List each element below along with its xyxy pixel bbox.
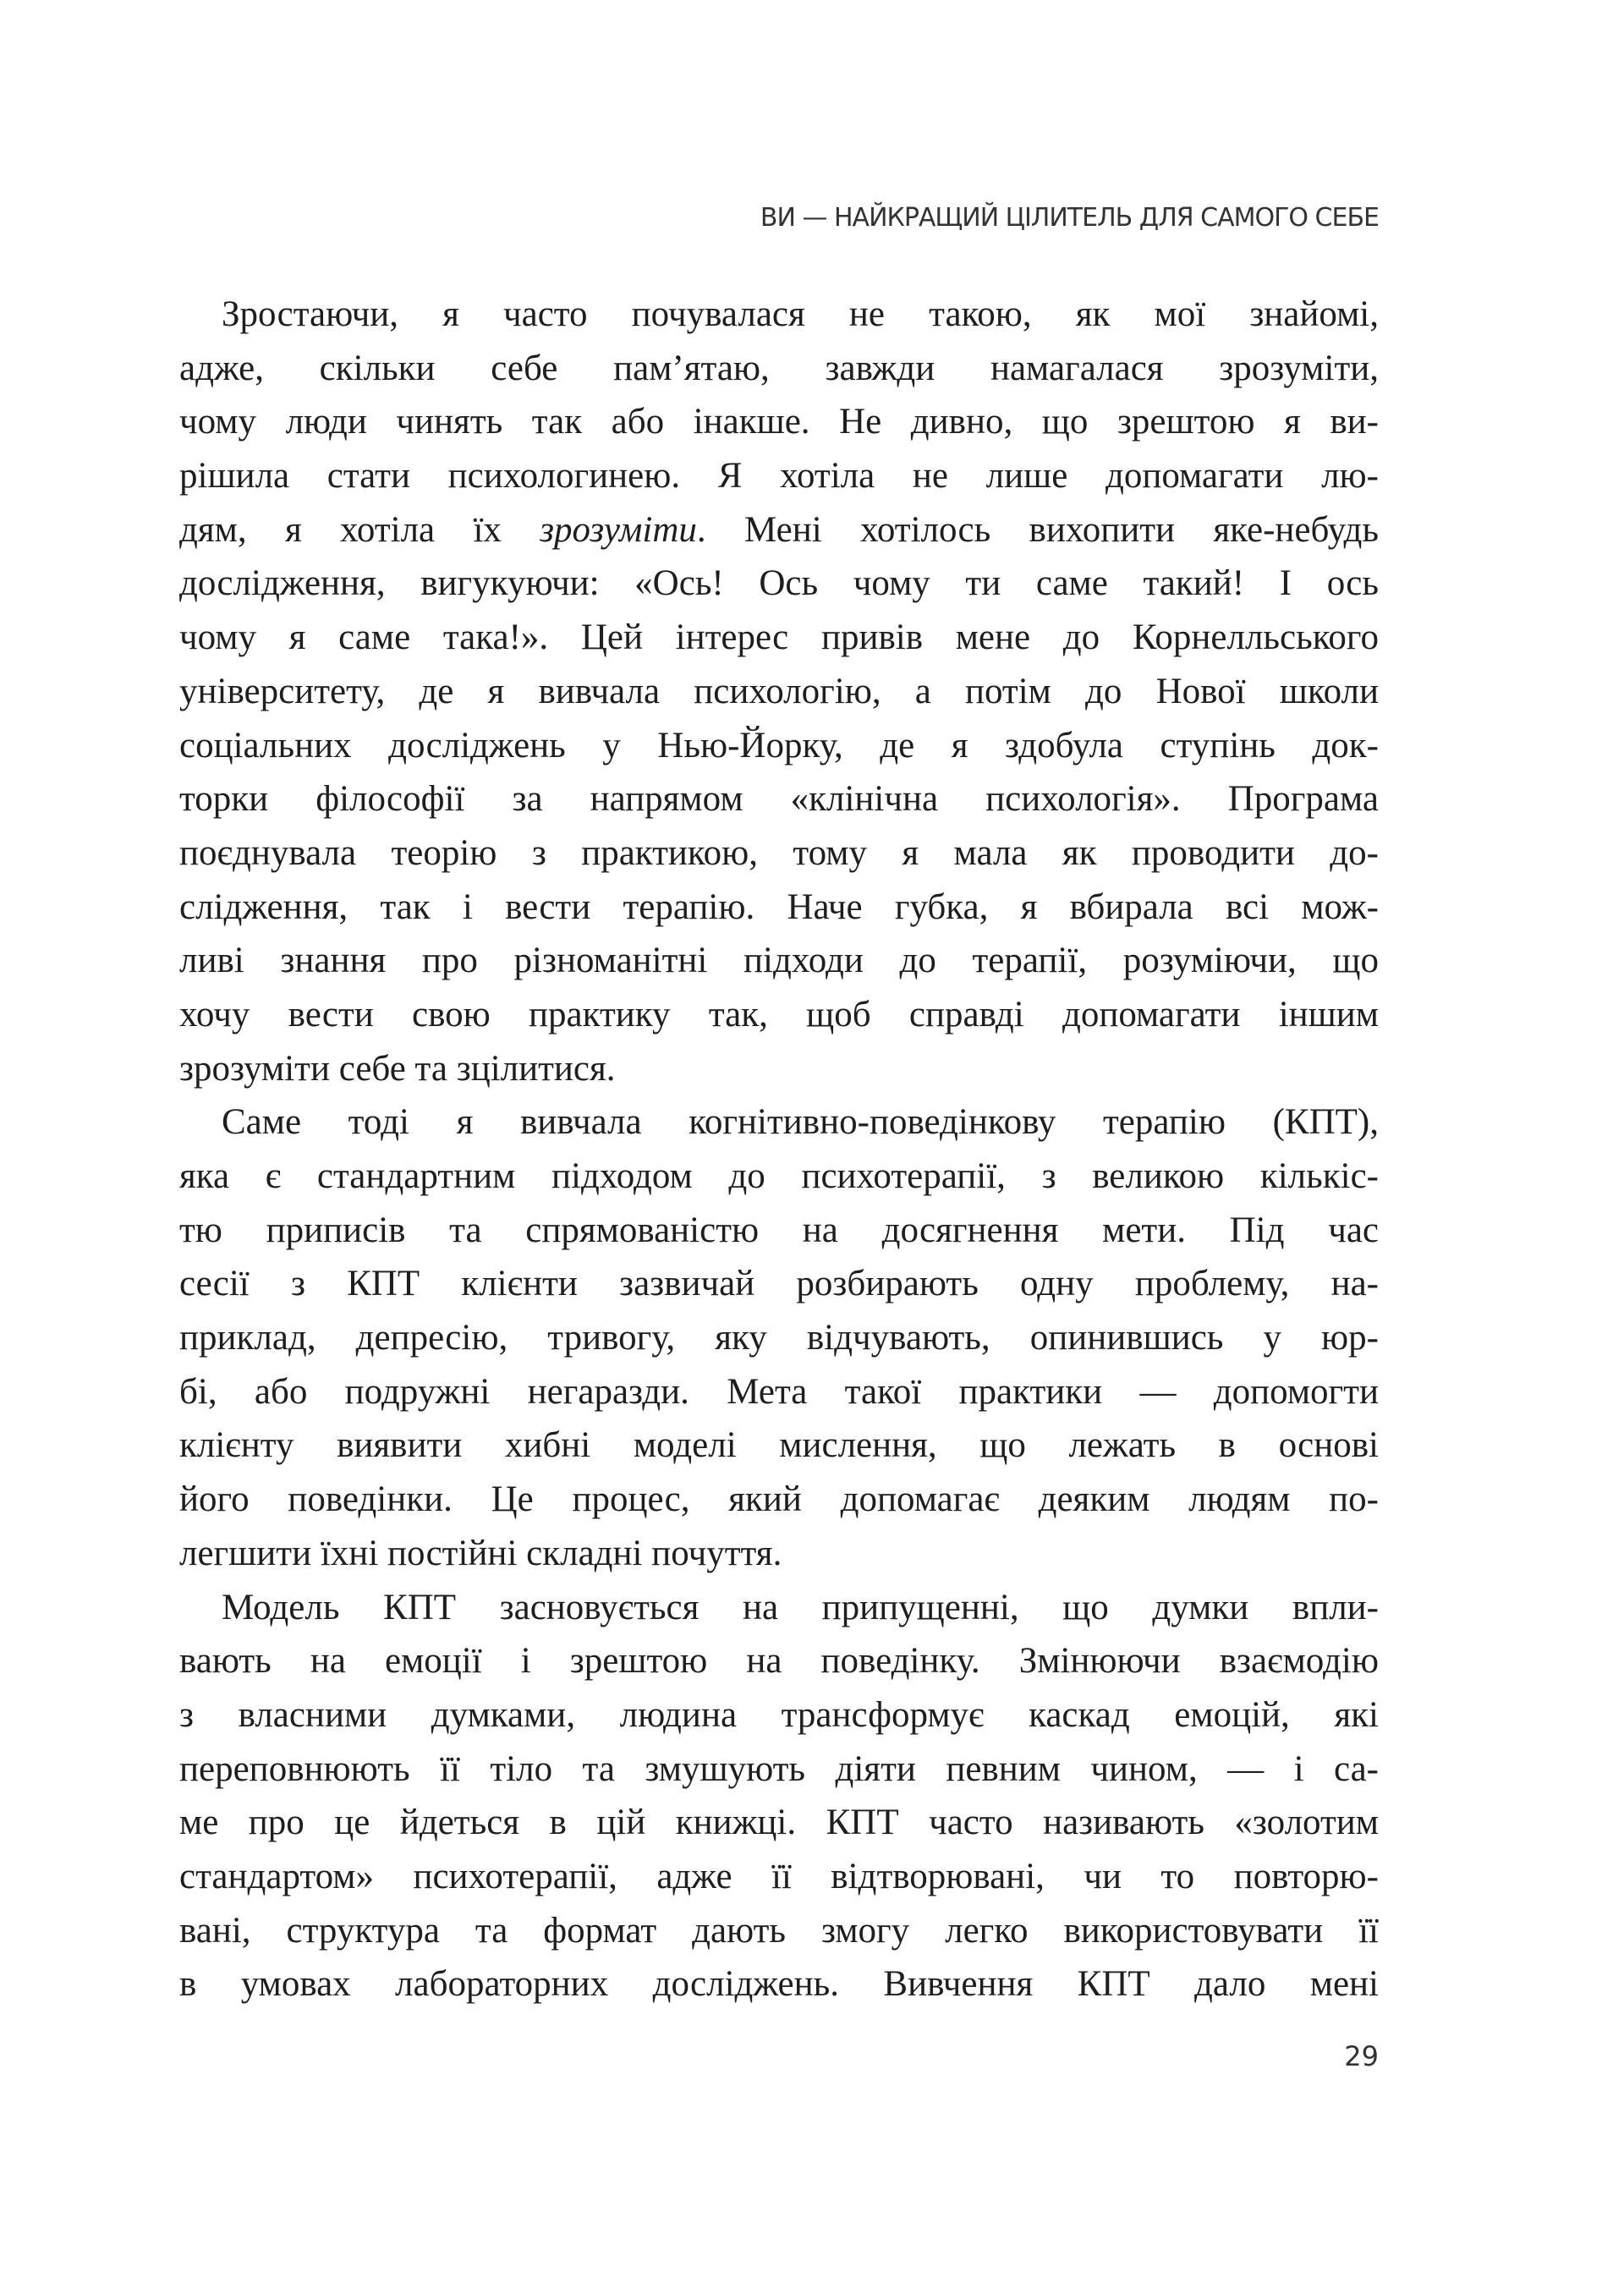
text-line: Зростаючи, я часто почувалася не такою, як мої знайомі,: [222, 294, 1379, 334]
text-line: ме про це йдеться в цій книжці. КПТ часто називають «золотим: [179, 1803, 1379, 1843]
text-line: соціальних досліджень у Нью-Йорку, де я здобула ступінь док-: [179, 725, 1379, 766]
text-line: слідження, так і вести терапію. Наче губка, я вбирала всі мож-: [179, 886, 1379, 927]
paragraph-2: [179, 1095, 1379, 1580]
text-line: його поведінки. Це процес, який допомагає деяким людям по-: [179, 1479, 1379, 1520]
text-line: Модель КПТ засновується на припущенні, що думки впли-: [222, 1587, 1379, 1627]
text-line: чому я саме така!». Цей інтерес привів мене до Корнелльського: [179, 617, 1379, 658]
text-segment: дям, я хотіла їх: [179, 509, 540, 550]
paragraph-3: [179, 1581, 1379, 2012]
text-line-with-italic: [179, 503, 1379, 557]
text-line: легшити їхні постійні складні почуття.: [179, 1533, 782, 1573]
text-line: адже, скільки себе пам’ятаю, завжди намагалася зрозуміти,: [179, 348, 1379, 388]
text-line: переповнюють її тіло та змушують діяти певним чином, — і са-: [179, 1748, 1379, 1789]
text-line: ливі знання про різноманітні підходи до терапії, розуміючи, що: [179, 941, 1379, 981]
italic-emphasis: зрозуміти: [540, 509, 697, 550]
text-line: поєднувала теорію з практикою, тому я мала як проводити до-: [179, 832, 1379, 873]
text-line: бі, або подружні негаразди. Мета такої практики — допомогти: [179, 1371, 1379, 1412]
text-line: вані, структура та формат дають змогу легко використовувати її: [179, 1910, 1379, 1951]
paragraph-1: [179, 288, 1379, 1095]
text-line: тю приписів та спрямованістю на досягнення мети. Під час: [179, 1210, 1379, 1250]
text-line: сесії з КПТ клієнти зазвичай розбирають одну проблему, на-: [179, 1264, 1379, 1304]
text-line: чому люди чинять так або інакше. Не дивно, що зрештою я ви-: [179, 402, 1379, 442]
text-line: вають на емоції і зрештою на поведінку. Змінюючи взаємодію: [179, 1641, 1379, 1682]
text-line: рішила стати психологинею. Я хотіла не лише допомагати лю-: [179, 456, 1379, 497]
text-line: клієнту виявити хибні моделі мислення, що лежать в основі: [179, 1425, 1379, 1466]
text-line: дослідження, вигукуючи: «Ось! Ось чому ти саме такий! І ось: [179, 563, 1379, 604]
text-line: Саме тоді я вивчала когнітивно-поведінкову терапію (КПТ),: [222, 1102, 1379, 1143]
text-line: яка є стандартним підходом до психотерапії, з великою кількіс-: [179, 1156, 1379, 1196]
page-number: 29: [1344, 2040, 1379, 2072]
text-line: торки філософії за напрямом «клінічна психологія». Програма: [179, 779, 1379, 820]
text-line: стандартом» психотерапії, адже її відтворювані, чи то повторю-: [179, 1856, 1379, 1896]
running-head: ВИ — НАЙКРАЩИЙ ЦІЛИТЕЛЬ ДЛЯ САМОГО СЕБЕ: [760, 203, 1379, 233]
text-line: хочу вести свою практику так, щоб справді допомагати іншим: [179, 994, 1379, 1034]
text-line: зрозуміти себе та зцілитися.: [179, 1048, 616, 1089]
text-line: в умовах лабораторних досліджень. Вивчення КПТ дало мені: [179, 1964, 1379, 2005]
text-line: приклад, депресію, тривогу, яку відчувають, опинившись у юр-: [179, 1318, 1379, 1358]
text-line: з власними думками, людина трансформує каскад емоцій, які: [179, 1694, 1379, 1735]
text-segment: . Мені хотілось вихопити яке-небудь: [696, 509, 1380, 550]
body-text: [179, 288, 1379, 2011]
text-line: університету, де я вивчала психологію, а потім до Нової школи: [179, 671, 1379, 711]
